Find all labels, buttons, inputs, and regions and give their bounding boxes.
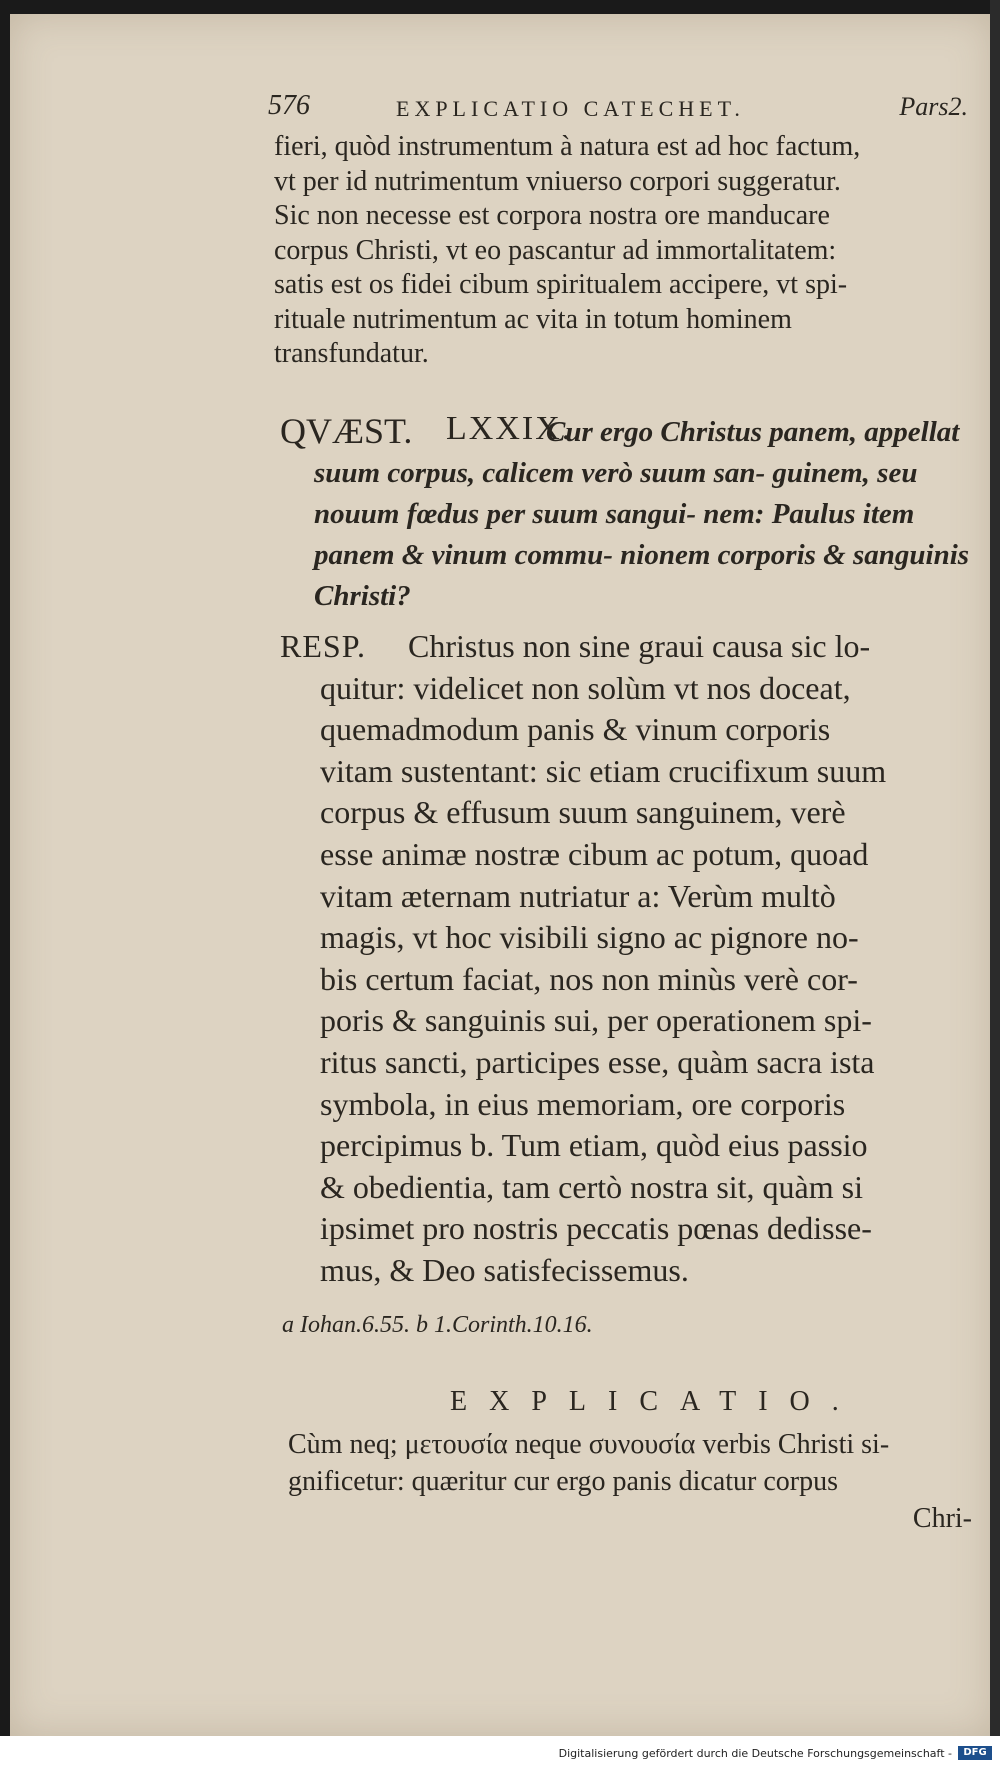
answer-line: bis certum faciat, nos non minùs verè cor- bbox=[320, 960, 858, 997]
footer-bar bbox=[0, 1736, 1000, 1768]
answer-line: esse animæ nostræ cibum ac potum, quoad bbox=[320, 835, 869, 872]
text-line: vt per id nutrimentum vniuerso corpori suggeratur. bbox=[274, 165, 841, 197]
running-head bbox=[268, 90, 968, 124]
question-number: LXXIX. bbox=[446, 410, 573, 447]
explicatio-paragraph bbox=[288, 1426, 972, 1537]
answer-label: RESP. bbox=[280, 628, 366, 664]
text-line: Cùm neq; μετουσία neque συνουσία verbis Christi si- bbox=[288, 1429, 890, 1460]
answer-line: poris & sanguinis sui, per operationem spi- bbox=[320, 1002, 872, 1039]
question-line: appellat suum corpus, calicem verò suum san- bbox=[314, 416, 960, 489]
funding-notice: Digitalisierung gefördert durch die Deutsche Forschungsgemeinschaft - bbox=[558, 1747, 952, 1760]
answer-line: percipimus b. Tum etiam, quòd eius passio bbox=[320, 1127, 868, 1164]
text-line: Sic non necesse est corpora nostra ore manducare bbox=[274, 200, 830, 231]
answer-line: vitam æternam nutriatur a: Verùm multò bbox=[320, 877, 836, 914]
book-page bbox=[10, 14, 992, 1736]
answer-line: & obedientia, tam certò nostra sit, quàm si bbox=[320, 1168, 863, 1205]
answer-line: symbola, in eius memoriam, ore corporis bbox=[320, 1085, 846, 1122]
running-title: EXPLICATIO CATECHET. bbox=[396, 96, 745, 121]
answer-line: quemadmodum panis & vinum corporis bbox=[320, 711, 831, 748]
question-line: guinem, seu nouum fœdus per suum sangui- bbox=[314, 457, 918, 530]
question-line: Cur ergo Christus panem, bbox=[546, 416, 858, 448]
answer-line: mus, & Deo satisfecissemus. bbox=[320, 1251, 689, 1288]
answer-line: magis, vt hoc visibili signo ac pignore no- bbox=[320, 919, 859, 956]
answer-line: Christus non sine graui causa sic lo- bbox=[408, 628, 871, 664]
text-line: satis est os fidei cibum spiritualem accipere, vt spi- bbox=[274, 269, 848, 300]
text-line: corpus Christi, vt eo pascantur ad immortalitatem: bbox=[274, 234, 837, 266]
text-line: gnificetur: quæritur cur ergo panis dicatur corpus bbox=[288, 1466, 838, 1497]
answer-line: ipsimet pro nostris peccatis pœnas dedisse- bbox=[320, 1210, 872, 1247]
question-line: nionem corporis & sanguinis Christi? bbox=[314, 539, 970, 612]
scan-edge bbox=[990, 0, 1000, 1740]
answer-line: ritus sancti, participes esse, quàm sacra ista bbox=[320, 1043, 875, 1080]
catchword: Chri- bbox=[912, 1503, 972, 1534]
answer-text bbox=[320, 626, 972, 1292]
text-line: fieri, quòd instrumentum à natura est ad hoc factum, bbox=[274, 131, 861, 162]
part-label: Pars2. bbox=[899, 92, 968, 121]
answer-line: quitur: videlicet non solùm vt nos doceat, bbox=[320, 669, 851, 706]
page-number: 576 bbox=[268, 90, 310, 121]
text-line: rituale nutrimentum ac vita in totum hominem bbox=[274, 303, 792, 335]
paragraph-continued bbox=[274, 130, 966, 372]
question-line: nem: Paulus item panem & vinum commu- bbox=[314, 498, 915, 571]
question-label: QVÆST. bbox=[280, 411, 413, 451]
dfg-logo[interactable]: DFG bbox=[958, 1746, 992, 1760]
section-title: EXPLICATIO. bbox=[450, 1386, 861, 1417]
answer-line: vitam sustentant: sic etiam crucifixum suum bbox=[320, 752, 887, 789]
scripture-references: a Iohan.6.55. b 1.Corinth.10.16. bbox=[282, 1312, 593, 1338]
question-text bbox=[314, 412, 970, 617]
text-line: transfundatur. bbox=[274, 338, 429, 369]
answer-line: corpus & effusum suum sanguinem, verè bbox=[320, 794, 846, 831]
